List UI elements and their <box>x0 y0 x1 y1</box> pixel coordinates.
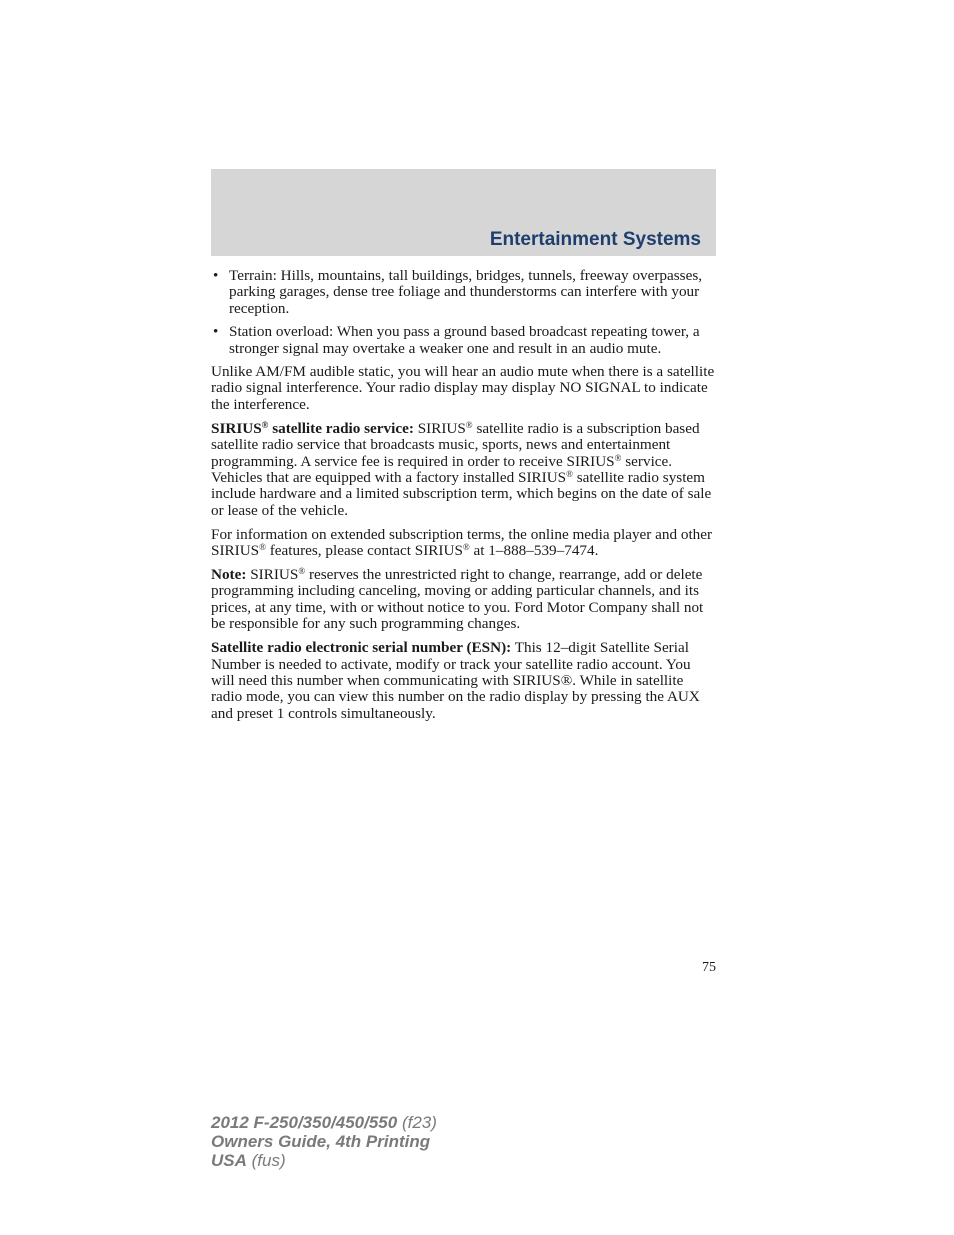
footer-guide-printing: Owners Guide, 4th Printing <box>211 1132 431 1151</box>
registered-mark: ® <box>560 671 573 689</box>
registered-mark: ® <box>566 468 573 479</box>
interference-bullet-list <box>211 268 717 357</box>
registered-mark: ® <box>614 452 622 463</box>
footer-region: USA <box>211 1151 247 1170</box>
paragraph-text: satellite radio system include hardware and a limited subscription term, which begins on the date of sale or lease of the vehicle. <box>211 468 712 519</box>
registered-mark: ® <box>465 419 473 430</box>
section-title: Entertainment Systems <box>489 229 701 250</box>
paragraph-text: Unlike AM/FM audible static, you will hear an audio mute when there is a satellite radio signal interference. Your radio display may display NO SIGNAL to indicate the interference. <box>211 363 715 413</box>
footer-line-guide <box>211 1132 437 1151</box>
heading-brand: SIRIUS <box>211 419 262 437</box>
registered-mark: ® <box>298 566 306 576</box>
paragraph-note <box>211 567 717 633</box>
footer-model-code: (f23) <box>397 1113 437 1132</box>
bullet-text: Station overload: When you pass a ground based broadcast repeating tower, a stronger signal may overtake a weaker one and result in an audio mute. <box>229 323 700 357</box>
paragraph-text: SIRIUS <box>246 566 299 583</box>
footer-model: 2012 F-250/350/450/550 <box>211 1113 398 1132</box>
paragraph-text: service. Vehicles that are equipped with a factory installed SIRIUS <box>211 452 673 486</box>
registered-mark: ® <box>261 419 269 430</box>
paragraph-contact-info <box>211 527 717 560</box>
registered-mark: ® <box>462 542 470 553</box>
paragraph-audio-mute <box>211 364 717 413</box>
paragraph-text: satellite radio is a subscription based satellite radio service that broadcasts music, sports, news and entertainment programming. A service fee is required in order to receive SIRIUS <box>211 419 700 470</box>
paragraph-text: reserves the unrestricted right to change, rearrange, add or delete programming including canceling, moving or adding particular channels, and its prices, at any time, with or without notice to you. Ford Motor Company shall not be responsible for any such programming changes. <box>211 566 704 633</box>
bullet-icon: • <box>213 323 219 341</box>
document-footer <box>211 1113 437 1170</box>
footer-line-region <box>211 1151 437 1170</box>
section-header-band <box>211 169 716 256</box>
footer-region-code: (fus) <box>246 1151 286 1170</box>
note-label: Note: <box>211 566 247 583</box>
page-number: 75 <box>702 960 716 975</box>
paragraph-esn <box>211 640 717 722</box>
paragraph-text: SIRIUS <box>413 419 466 437</box>
registered-mark: ® <box>259 542 266 553</box>
paragraph-text: This 12–digit Satellite Serial Number is needed to activate, modify or track your satellite radio account. You will need this number when communicating with SIRIUS <box>211 639 691 689</box>
paragraph-text: For information on extended subscription terms, the online media player and other SIRIUS <box>211 525 713 560</box>
heading-text: satellite radio service: <box>268 419 414 437</box>
paragraph-text: features, please contact SIRIUS <box>265 542 463 560</box>
bullet-item-terrain <box>211 268 717 317</box>
paragraph-text: . While in satellite radio mode, you can view this number on the radio display by pressing the AUX and preset 1 controls simultaneously. <box>211 671 700 722</box>
paragraph-sirius-service <box>211 421 717 519</box>
contact-phone-text: at 1–888–539–7474. <box>469 542 599 560</box>
esn-heading: Satellite radio electronic serial number (ESN): <box>211 639 512 657</box>
footer-line-model <box>211 1113 437 1132</box>
page-content <box>211 268 717 730</box>
bullet-text: Terrain: Hills, mountains, tall buildings, bridges, tunnels, freeway overpasses, parking garages, dense tree foliage and thunderstorms can interfere with your reception. <box>229 267 703 317</box>
sirius-service-heading <box>211 420 414 437</box>
bullet-item-station-overload <box>211 324 717 357</box>
bullet-icon: • <box>213 267 219 284</box>
